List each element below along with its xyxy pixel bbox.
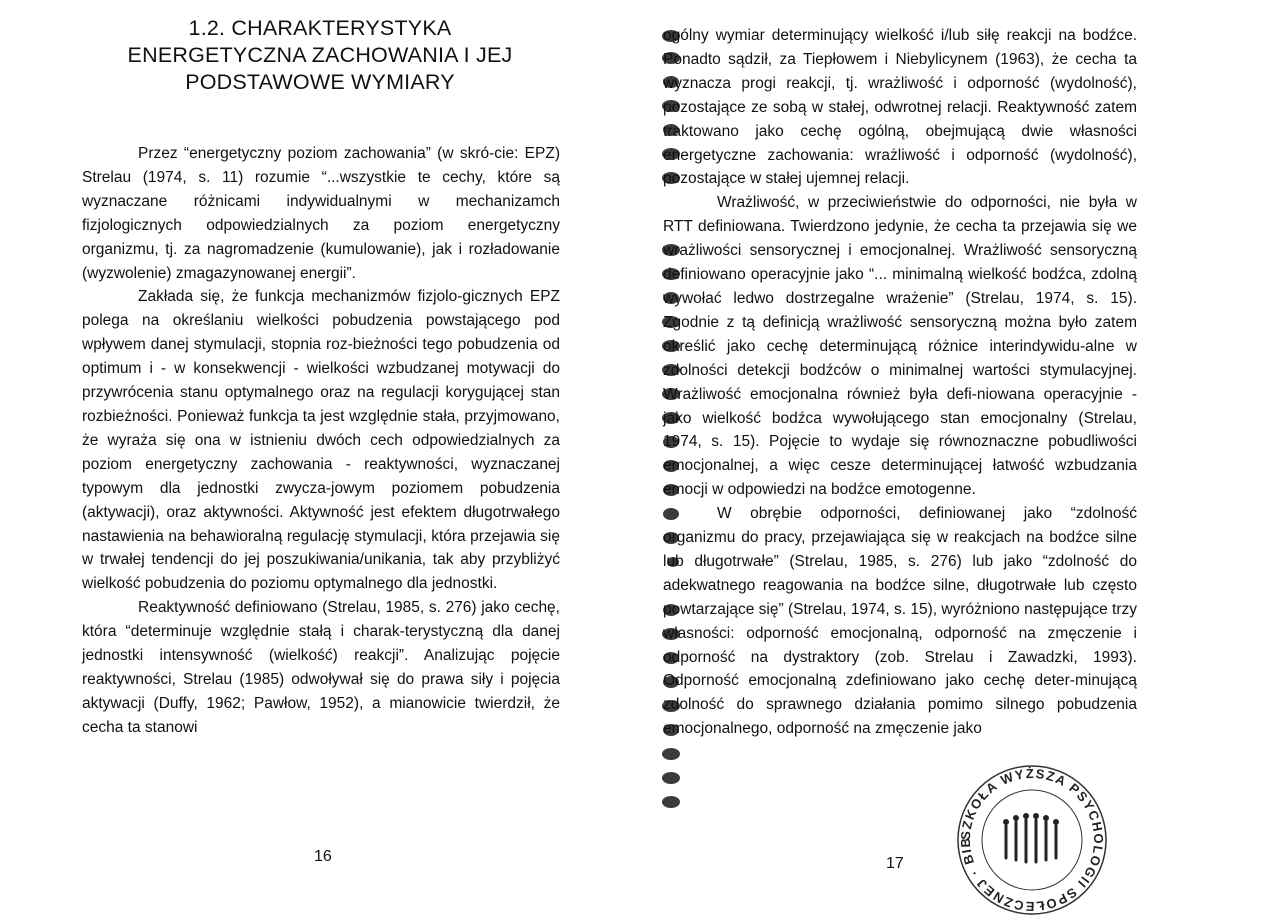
title-line: ENERGETYCZNA ZACHOWANIA I JEJ	[127, 43, 513, 67]
paragraph: W obrębie odporności, definiowanej jako “zdolność organizmu do pracy, przejawiająca się w reakcjach na bodźce silne lub długotrwałe” (Strelau, 1985, s. 276) lub jako “zdolność do adekwatnego reagowania na bodźce silne, długotrwałe lub często powtarzające się” (Strelau, 1974, s. 15), wyróżniono następujące trzy własności: odporność emocjonalną, odporność na zmęczenie i odporność na dystraktory (zob. Strelau i Zawadzki, 1993). Odporność emocjonalną zdefiniowano jako cechę deter-minującą zdolność do sprawnego działania pomimo silnego pobudzenia emocjonalnego, odporność na zmęczenie jako	[663, 505, 1137, 738]
paragraph: Przez “energetyczny poziom zachowania” (w skró-cie: EPZ) Strelau (1974, s. 11) rozumie “...wszystkie te cechy, które są wyznaczane różnicami indywidualnymi w mechanizamch fizjologicznych odpowiedzialnych za poziom energetyczny organizmu, tj. za nagromadzenie (kumulowanie), jak i rozładowanie (wyzwolenie) zmagazynowanej energii”.	[82, 145, 560, 282]
svg-text:SZKOŁA WYŻSZA PSYCHOLOGII SPOŁ: SZKOŁA WYŻSZA PSYCHOLOGII SPOŁECZNEJ · BIB	[957, 765, 1107, 915]
page-number-right: 17	[886, 855, 904, 872]
title-line: 1.2. CHARAKTERYSTYKA	[188, 16, 452, 40]
library-stamp	[954, 762, 1110, 918]
chapter-title	[90, 15, 550, 96]
left-body-text	[82, 142, 560, 740]
right-body-text	[663, 24, 1137, 741]
paragraph: ogólny wymiar determinujący wielkość i/lub siłę reakcji na bodźce. Ponadto sądził, za Tiepłowem i Niebylicynem (1963), że cecha ta wyznacza progi reakcji, tj. wrażliwość i odporność (wydolność), pozostające ze sobą w stałej, odwrotnej relacji. Reaktywność zatem traktowano jako cechę ogólną, obejmującą dwie własności energetyczne zachowania: wrażliwość i odporność (wydolność), pozostające w stałej ujemnej relacji.	[663, 27, 1137, 188]
paragraph: Reaktywność definiowano (Strelau, 1985, s. 276) jako cechę, która “determinuje względnie stałą i charak-terystyczną dla danej jednostki intensywność (wielkość) reakcji”. Analizując pojęcie reaktywności, Strelau (1985) odwoływał się do prawa siły i pojęcia aktywacji (Duffy, 1962; Pawłow, 1952), a mianowicie twierdził, że cecha ta stanowi	[82, 599, 560, 736]
title-line: PODSTAWOWE WYMIARY	[185, 70, 455, 94]
paragraph: Wrażliwość, w przeciwieństwie do odporności, nie była w RTT definiowana. Twierdzono jedynie, że cecha ta przejawia się we wrażliwości sensorycznej i emocjonalnej. Wrażliwość sensoryczną definiowano operacyjnie jako “... minimalną wielkość bodźca, zdolną wywołać ledwo dostrzegalne wrażenie” (Strelau, 1974, s. 15). Zgodnie z tą definicją wrażliwość sensoryczną można było zatem określić jako cechę determinującą różnice interindywidu-alne w zdolności detekcji bodźców o minimalnej wartości stymulacyjnej. Wrażliwość emocjonalna również była defi-niowana operacyjnie - jako wielkość bodźca wywołującego stan emocjonalny (Strelau, 1974, s. 15). Pojęcie to wydaje się równoznaczne pobudliwości emocjonalnej, a więc cesze determinującej łatwość wzbudzania emocji w odpowiedzi na bodźce emotogenne.	[663, 194, 1137, 499]
paragraph: Zakłada się, że funkcja mechanizmów fizjolo-gicznych EPZ polega na określaniu wielkości pobudzenia powstającego pod wpływem danej stymulacji, stopnia roz-bieżności tego pobudzenia od optimum i - w konsekwencji - wielkości wzbudzanej motywacji do przywrócenia stanu optymalnego oraz na regulacji korygującej stan rozbieżności. Ponieważ funkcja ta jest względnie stała, przyjmowano, że wyraża się ona w istnieniu dwóch cech odpowiedzialnych za poziom energetyczny zachowania - reaktywności, wyznaczanej typowym dla jednostki zwycza-jowym poziomem pobudzenia (aktywacji), oraz aktywności. Aktywność jest efektem długotrwałego nastawienia na behawioralną regulację stymulacji, która przejawia się w trwałej tendencji do jej poszukiwania/unikania, tak aby przybliżyć wielkość pobudzenia do poziomu optymalnego dla jednostki.	[82, 288, 560, 593]
right-page	[632, 0, 1263, 915]
left-page	[0, 0, 632, 893]
library-stamp-graphic	[954, 762, 1110, 918]
page-number-left: 16	[314, 848, 332, 865]
